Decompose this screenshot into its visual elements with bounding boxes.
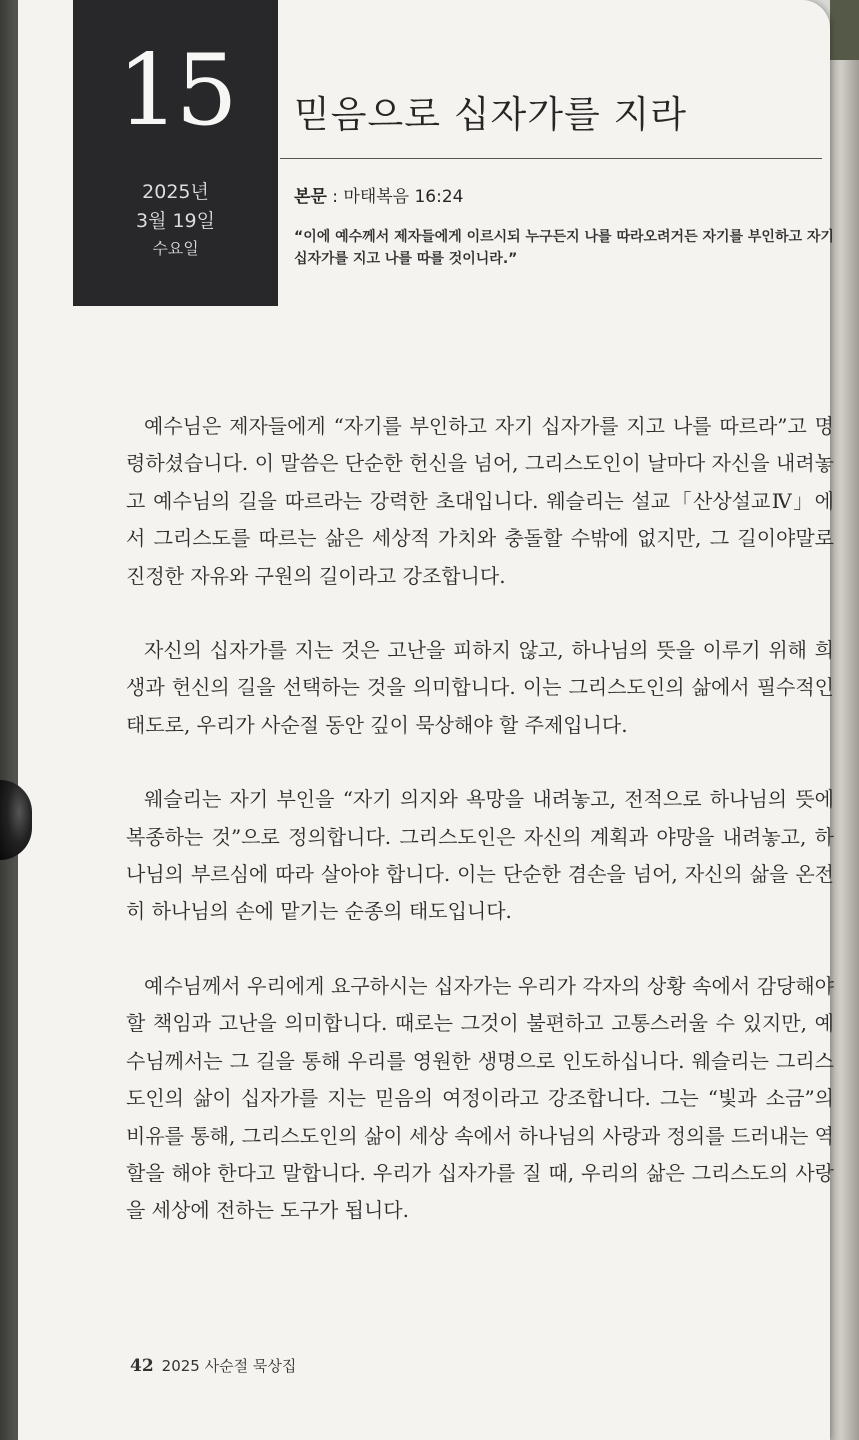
scripture-reference	[294, 189, 463, 206]
background-object	[830, 0, 859, 60]
body-text	[126, 408, 834, 1267]
scripture-label: 본문	[294, 187, 327, 207]
date-year: 2025년	[142, 181, 209, 203]
day-header-block	[73, 0, 278, 306]
paragraph: 예수님께서 우리에게 요구하시는 십자가는 우리가 각자의 상황 속에서 감당해야 할 책임과 고난을 의미합니다. 때로는 그것이 불편하고 고통스러울 수 있지만, 예수님께서는 그 길을 통해 우리를 영원한 생명으로 인도하십니다. 웨슬리는 그리스도인의 삶이 십자가를 지는 믿음의 여정이라고 강조합니다. 그는 “빛과 소금”의 비유를 통해, 그리스도인의 삶이 세상 속에서 하나님의 사랑과 정의를 드러내는 역할을 해야 한다고 말합니다. 우리가 십자가를 질 때, 우리의 삶은 그리스도의 사랑을 세상에 전하는 도구가 됩니다.	[126, 973, 834, 1223]
date-month-day: 3월 19일	[135, 210, 215, 232]
book-title: 2025 사순절 묵상집	[161, 1357, 297, 1375]
paragraph: 웨슬리는 자기 부인을 “자기 의지와 욕망을 내려놓고, 전적으로 하나님의 뜻에 복종하는 것”으로 정의합니다. 그리스도인은 자신의 계획과 야망을 내려놓고, 하나님의 부르심에 따라 살아야 합니다. 이는 단순한 겸손을 넘어, 자신의 삶을 온전히 하나님의 손에 맡기는 순종의 태도입니다.	[126, 787, 834, 924]
day-number: 15	[117, 34, 234, 148]
scripture-quote: “이에 예수께서 제자들에게 이르시되 누구든지 나를 따라오려거든 자기를 부인하고 자기 십자가를 지고 나를 따를 것이니라.”	[294, 229, 834, 267]
title-divider	[280, 158, 822, 159]
book-page	[18, 0, 834, 1440]
page-number: 42	[130, 1356, 154, 1376]
book-edge	[830, 0, 859, 1440]
page-footer	[130, 1358, 296, 1375]
date-weekday: 수요일	[152, 239, 199, 258]
paragraph: 자신의 십자가를 지는 것은 고난을 피하지 않고, 하나님의 뜻을 이루기 위해 희생과 헌신의 길을 선택하는 것을 의미합니다. 이는 그리스도인의 삶에서 필수적인 태도로, 우리가 사순절 동안 깊이 묵상해야 할 주제입니다.	[126, 638, 834, 737]
scripture-ref-text: : 마태복음 16:24	[326, 187, 464, 207]
page-title: 믿음으로 십자가를 지라	[294, 93, 687, 136]
paragraph: 예수님은 제자들에게 “자기를 부인하고 자기 십자가를 지고 나를 따르라”고 명령하셨습니다. 이 말씀은 단순한 헌신을 넘어, 그리스도인이 날마다 자신을 내려놓고 예수님의 길을 따르라는 강력한 초대입니다. 웨슬리는 설교「산상설교Ⅳ」에서 그리스도를 따르는 삶은 세상적 가치와 충돌할 수밖에 없지만, 그 길이야말로 진정한 자유와 구원의 길이라고 강조합니다.	[126, 414, 834, 588]
